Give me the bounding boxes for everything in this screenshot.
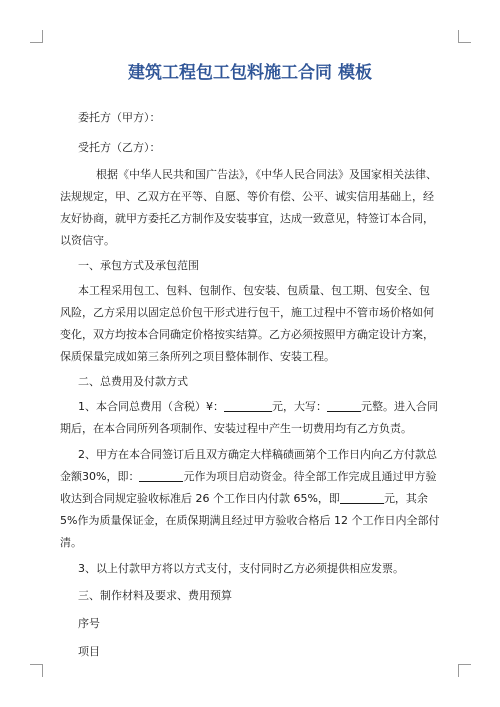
payment-item-3-text: 3、以上付款甲方将以方式支付，支付同时乙方必须提供相应发票。 (78, 562, 404, 575)
section-1-text: 本工程采用包工、包料、包制作、包安装、包质量、包工期、包安全、包风险，乙方采用以固定总价包干形式进行包干，施工过程中不管市场价格如何变化，双方均按本合同确定价格按实结算。乙方必须按照甲方确定设计方案，保质保量完成如第三条所列之项目整体制作、安装工程。 (60, 284, 434, 363)
payment-item-2-a: 2、甲方在本合同签订后且双方确定大样稿碛画第个工作日内向乙方付款总金额30%，即： (60, 448, 437, 483)
intro-paragraph (60, 164, 440, 252)
amount-in-words-blank[interactable] (327, 399, 361, 412)
table-row-item: 项目 (78, 645, 100, 658)
second-payment-blank[interactable] (340, 491, 384, 504)
payment-item-1-c: 元整。进入合同期后，在本合同所列各项制作、安装过程中产生一切费用均有乙方负责。 (60, 400, 438, 435)
payment-item-1-b: 元，大写： (272, 400, 327, 413)
intro-text: 根据《中华人民共和国广告法》，《中华人民合同法》及国家相关法律、法规规定，甲、乙双方在平等、自愿、等价有偿、公平、诚实信用基础上，经友好协商，就甲方委托乙方制作及安装事宜，达成一致意见，特签订本合同，以资信守。 (60, 168, 437, 247)
payment-item-2-b: 元作为项目启动资金。待全部工作完成且通过甲方验收达到合同规定验收标准后 26 个工作日内付款 65%，即 (60, 470, 437, 505)
party-b-label: 受托方（乙方）： (78, 141, 161, 154)
party-a-label: 委托方（甲方）： (78, 111, 161, 124)
section-1-body (60, 280, 440, 368)
payment-item-1 (60, 396, 440, 440)
corner-mark-top-left (30, 30, 43, 43)
total-amount-blank[interactable] (224, 399, 272, 412)
section-2-heading: 二、总费用及付款方式 (78, 375, 188, 388)
document-page (60, 60, 440, 662)
section-1-heading: 一、承包方式及承包范围 (78, 259, 199, 272)
payment-item-2 (60, 444, 440, 554)
table-row-serial: 序号 (78, 617, 100, 630)
startup-fund-blank[interactable] (139, 469, 183, 482)
payment-item-1-a: 1、本合同总费用（含税）¥： (78, 400, 224, 413)
corner-mark-bottom-left (30, 664, 43, 677)
payment-item-3 (60, 558, 440, 580)
corner-mark-top-right (458, 30, 471, 43)
document-title: 建筑工程包工包料施工合同 模板 (128, 63, 372, 83)
payment-item-2-c: 元，其余 5%作为质量保证金，在质保期满且经过甲方验收合格后 12 个工作日内全部付清。 (60, 492, 440, 549)
section-3-heading: 三、制作材料及要求、费用预算 (78, 589, 232, 602)
corner-mark-bottom-right (458, 664, 471, 677)
